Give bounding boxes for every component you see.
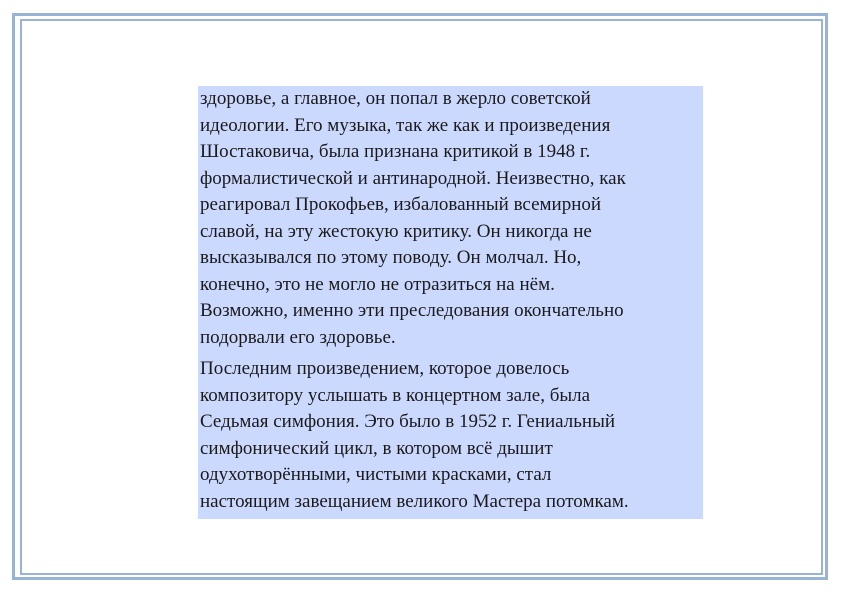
paragraph-1: здоровье, а главное, он попал в жерло советской идеологии. Его музыка, так же как и произведения Шостаковича, была признана критикой в 1948 г. формалистической и антинародной. Неизвестно, как реагировал Прокофьев, избалованный всемирной славой, на эту жестокую критику. Он никогда не высказывался по этому поводу. Он молчал. Но, конечно, это не могло не отразиться на нём. Возможно, именно эти преследования окончательно подорвали его здоровье. — [200, 88, 626, 348]
paragraph-2: Последним произведением, которое довелось композитору услышать в концертном зале, была Седьмая симфония. Это было в 1952 г. Гениальный симфонический цикл, в котором всё дышит одухотворёнными, чистыми красками, стал настоящим завещанием великого Мастера потомкам. — [200, 358, 629, 512]
text-box — [198, 86, 703, 519]
